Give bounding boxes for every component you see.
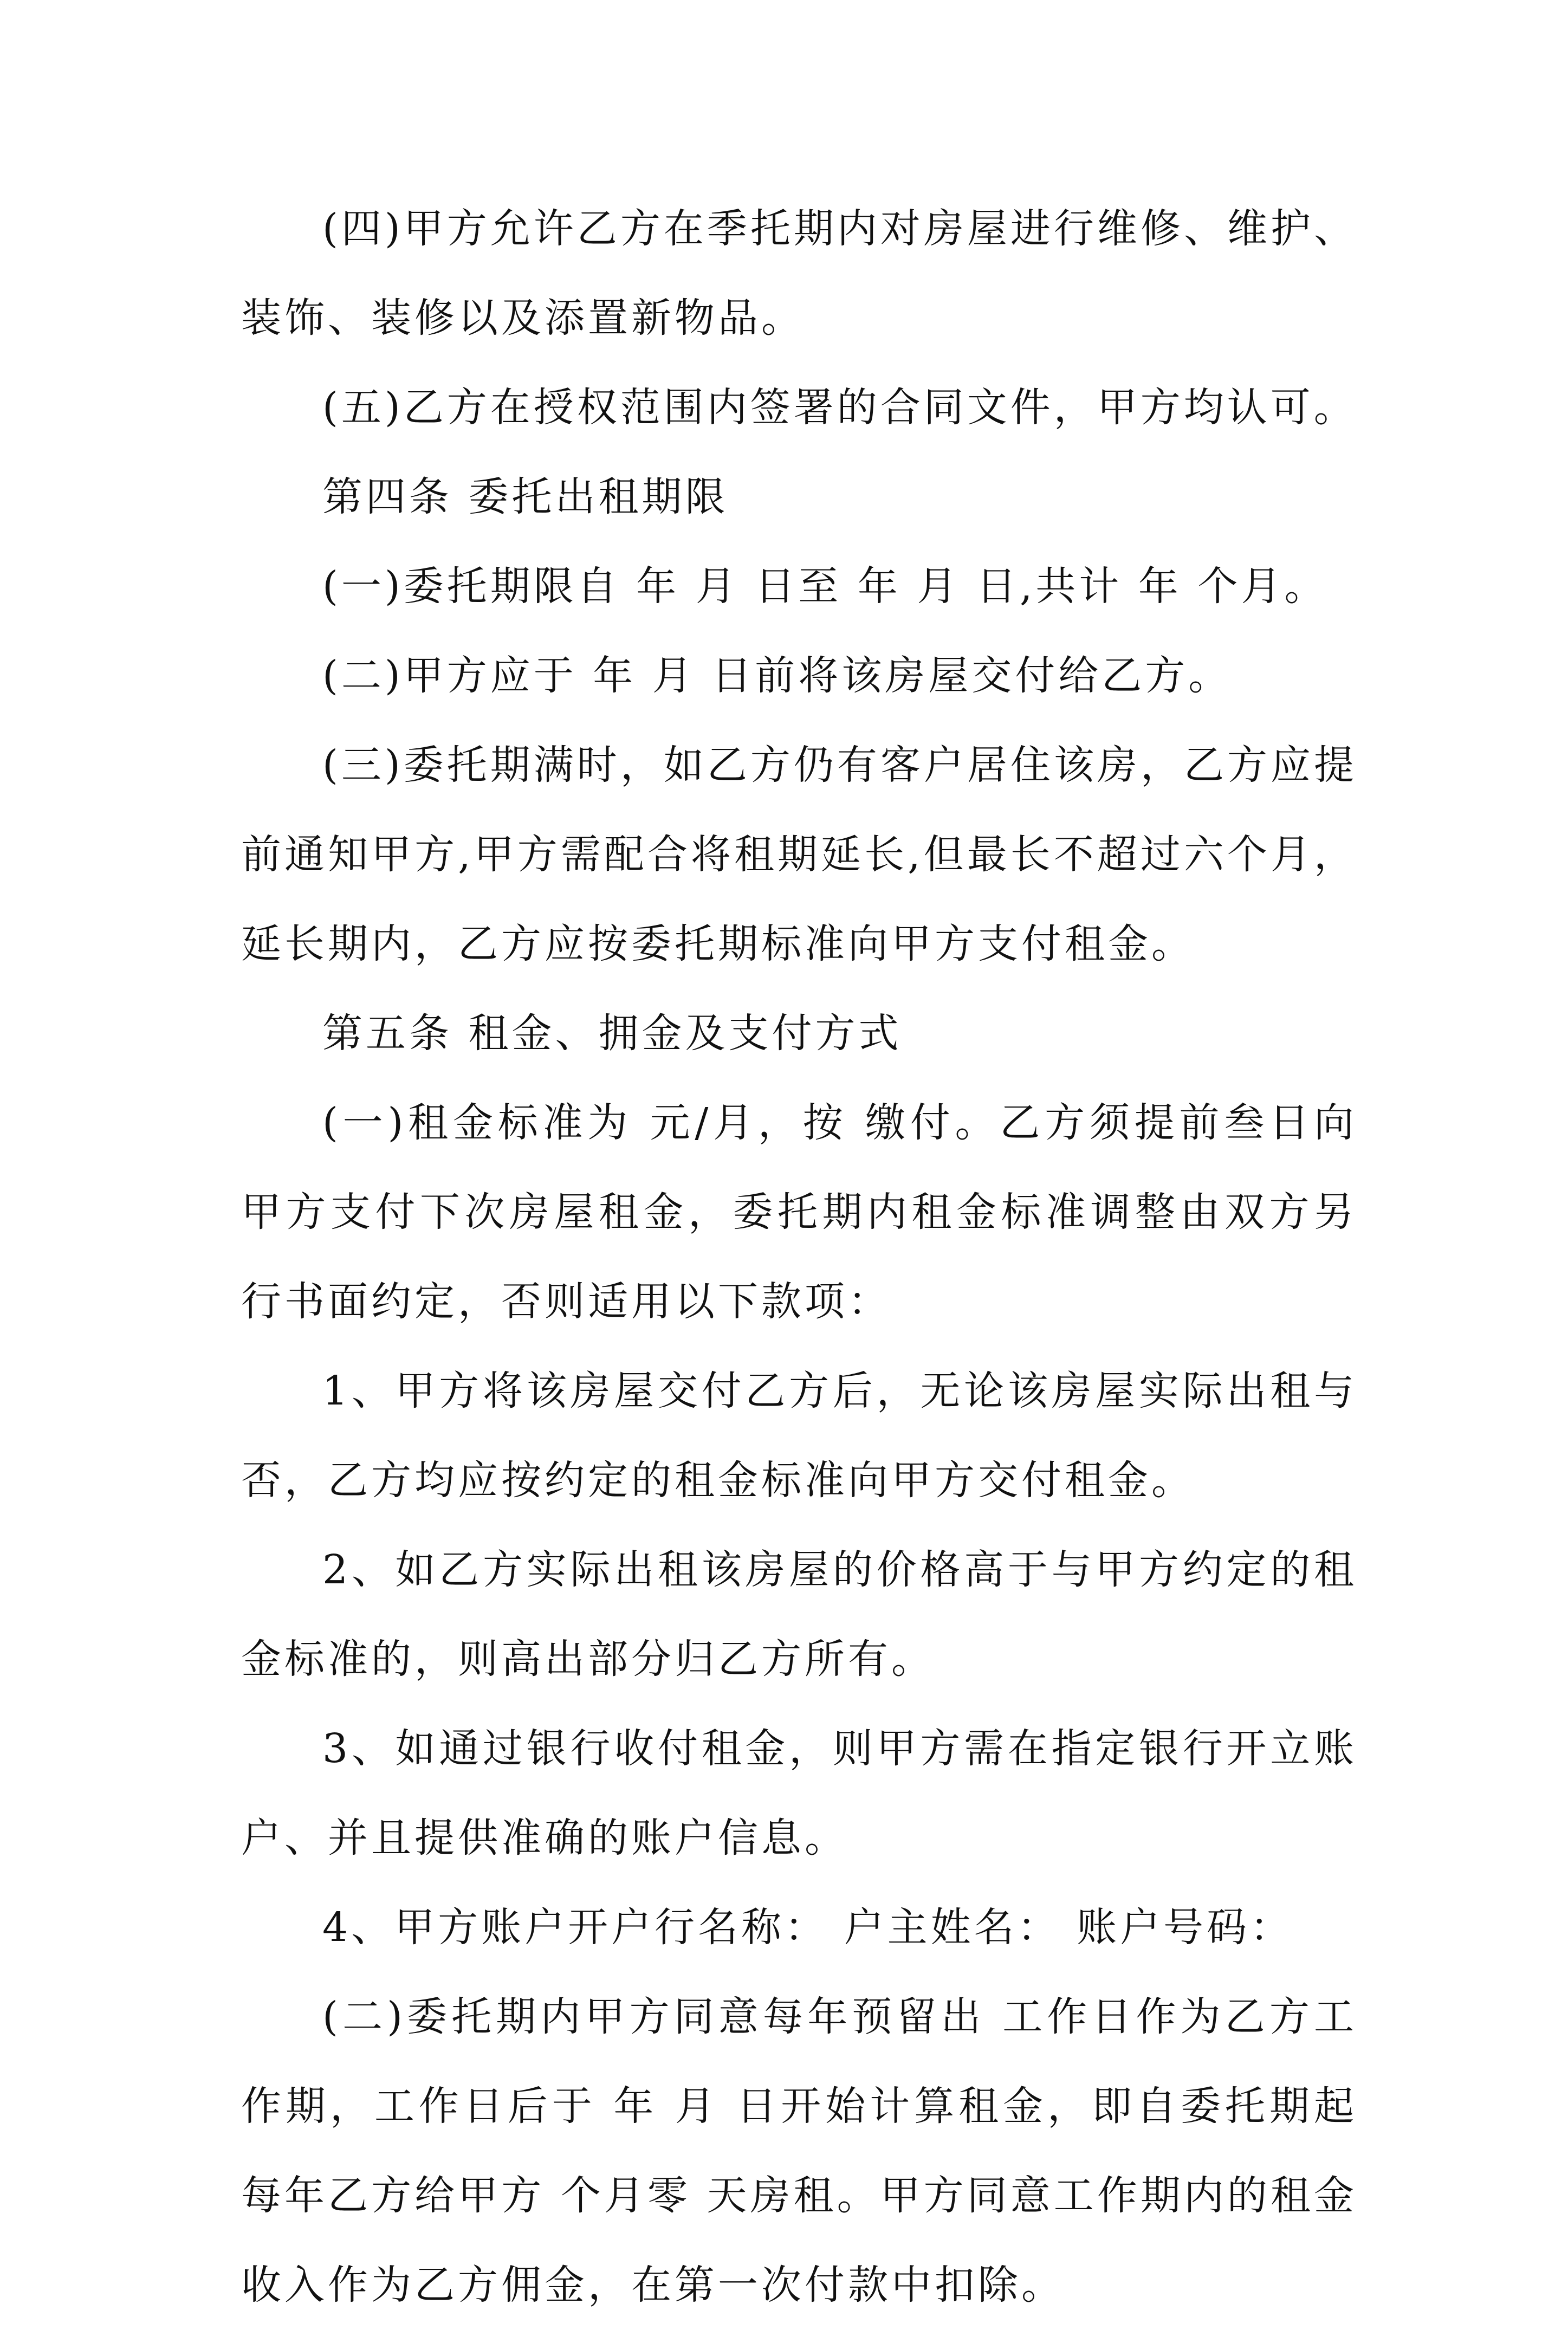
article-5-heading: 第五条 租金、拥金及支付方式	[322, 1010, 902, 1057]
item-4-account-info: 4、甲方账户开户行名称： 户主姓名： 账户号码：	[322, 1904, 1294, 1951]
item-2-excess-rent: 2、如乙方实际出租该房屋的价格高于与甲方约定的租金标准的，则高出部分归乙方所有。	[241, 1546, 1357, 1682]
paragraph-rent-standard: (一)租金标准为 元/月，按 缴付。乙方须提前叁日向甲方支付下次房屋租金，委托期内租金标准调整由双方另行书面约定，否则适用以下款项：	[241, 1099, 1357, 1325]
paragraph-5-contracts: (五)乙方在授权范围内签署的合同文件，甲方均认可。	[322, 384, 1357, 431]
item-1-rent-payment: 1、甲方将该房屋交付乙方后，无论该房屋实际出租与否，乙方均应按约定的租金标准向甲方交付租金。	[241, 1368, 1357, 1504]
article-4-heading: 第四条 委托出租期限	[322, 474, 729, 520]
document-body	[241, 184, 1357, 2330]
item-3-bank-account: 3、如通过银行收付租金，则甲方需在指定银行开立账户、并且提供准确的账户信息。	[241, 1725, 1357, 1861]
paragraph-term-extension: (三)委托期满时，如乙方仍有客户居住该房，乙方应提前通知甲方,甲方需配合将租期延长,但最长不超过六个月，延长期内，乙方应按委托期标准向甲方支付租金。	[241, 742, 1357, 967]
paragraph-delivery-date: (二)甲方应于 年 月 日前将该房屋交付给乙方。	[322, 652, 1232, 699]
paragraph-term-period: (一)委托期限自 年 月 日至 年 月 日,共计 年 个月。	[322, 563, 1328, 610]
paragraph-work-period: (二)委托期内甲方同意每年预留出 工作日作为乙方工作期，工作日后于 年 月 日开始计算租金，即自委托期起每年乙方给甲方 个月零 天房租。甲方同意工作期内的租金收入作为乙方佣金，在第一次付款中扣除。	[241, 1994, 1357, 2308]
paragraph-4-repairs: (四)甲方允许乙方在季托期内对房屋进行维修、维护、装饰、装修以及添置新物品。	[241, 205, 1357, 341]
